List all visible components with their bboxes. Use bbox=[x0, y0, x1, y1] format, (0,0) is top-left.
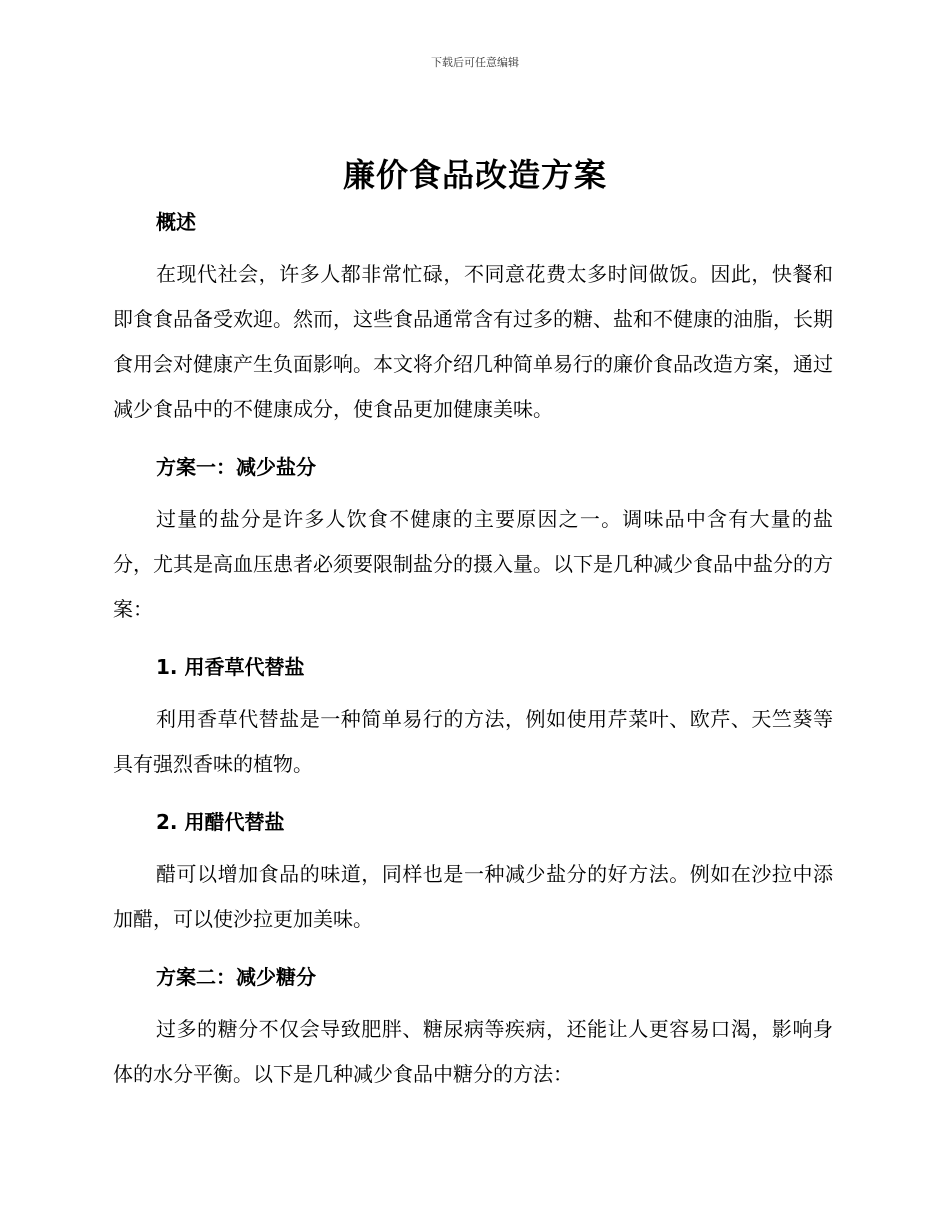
subheading-plan1-item2: 2. 用醋代替盐 bbox=[156, 810, 285, 834]
paragraph-plan1: 过量的盐分是许多人饮食不健康的主要原因之一。调味品中含有大量的盐分，尤其是高血压患者必须要限制盐分的摄入量。以下是几种减少食品中盐分的方案： bbox=[113, 507, 833, 621]
header-note: 下载后可任意编辑 bbox=[431, 56, 519, 69]
section-heading-plan2: 方案二：减少糖分 bbox=[156, 965, 316, 989]
subheading-plan1-item1: 1. 用香草代替盐 bbox=[156, 655, 305, 679]
paragraph-plan1-item1: 利用香草代替盐是一种简单易行的方法，例如使用芹菜叶、欧芹、天竺葵等具有强烈香味的植物。 bbox=[113, 707, 833, 776]
section-heading-overview: 概述 bbox=[156, 210, 196, 234]
paragraph-overview: 在现代社会，许多人都非常忙碌，不同意花费太多时间做饭。因此，快餐和即食食品备受欢迎。然而，这些食品通常含有过多的糖、盐和不健康的油脂，长期食用会对健康产生负面影响。本文将介绍几种简单易行的廉价食品改造方案，通过减少食品中的不健康成分，使食品更加健康美味。 bbox=[113, 262, 833, 421]
document-body bbox=[113, 205, 833, 1097]
paragraph-plan1-item2: 醋可以增加食品的味道，同样也是一种减少盐分的好方法。例如在沙拉中添加醋，可以使沙拉更加美味。 bbox=[113, 862, 833, 931]
paragraph-plan2: 过多的糖分不仅会导致肥胖、糖尿病等疾病，还能让人更容易口渴，影响身体的水分平衡。以下是几种减少食品中糖分的方法： bbox=[113, 1017, 833, 1086]
document-title: 廉价食品改造方案 bbox=[342, 156, 607, 194]
section-heading-plan1: 方案一：减少盐分 bbox=[156, 455, 316, 479]
